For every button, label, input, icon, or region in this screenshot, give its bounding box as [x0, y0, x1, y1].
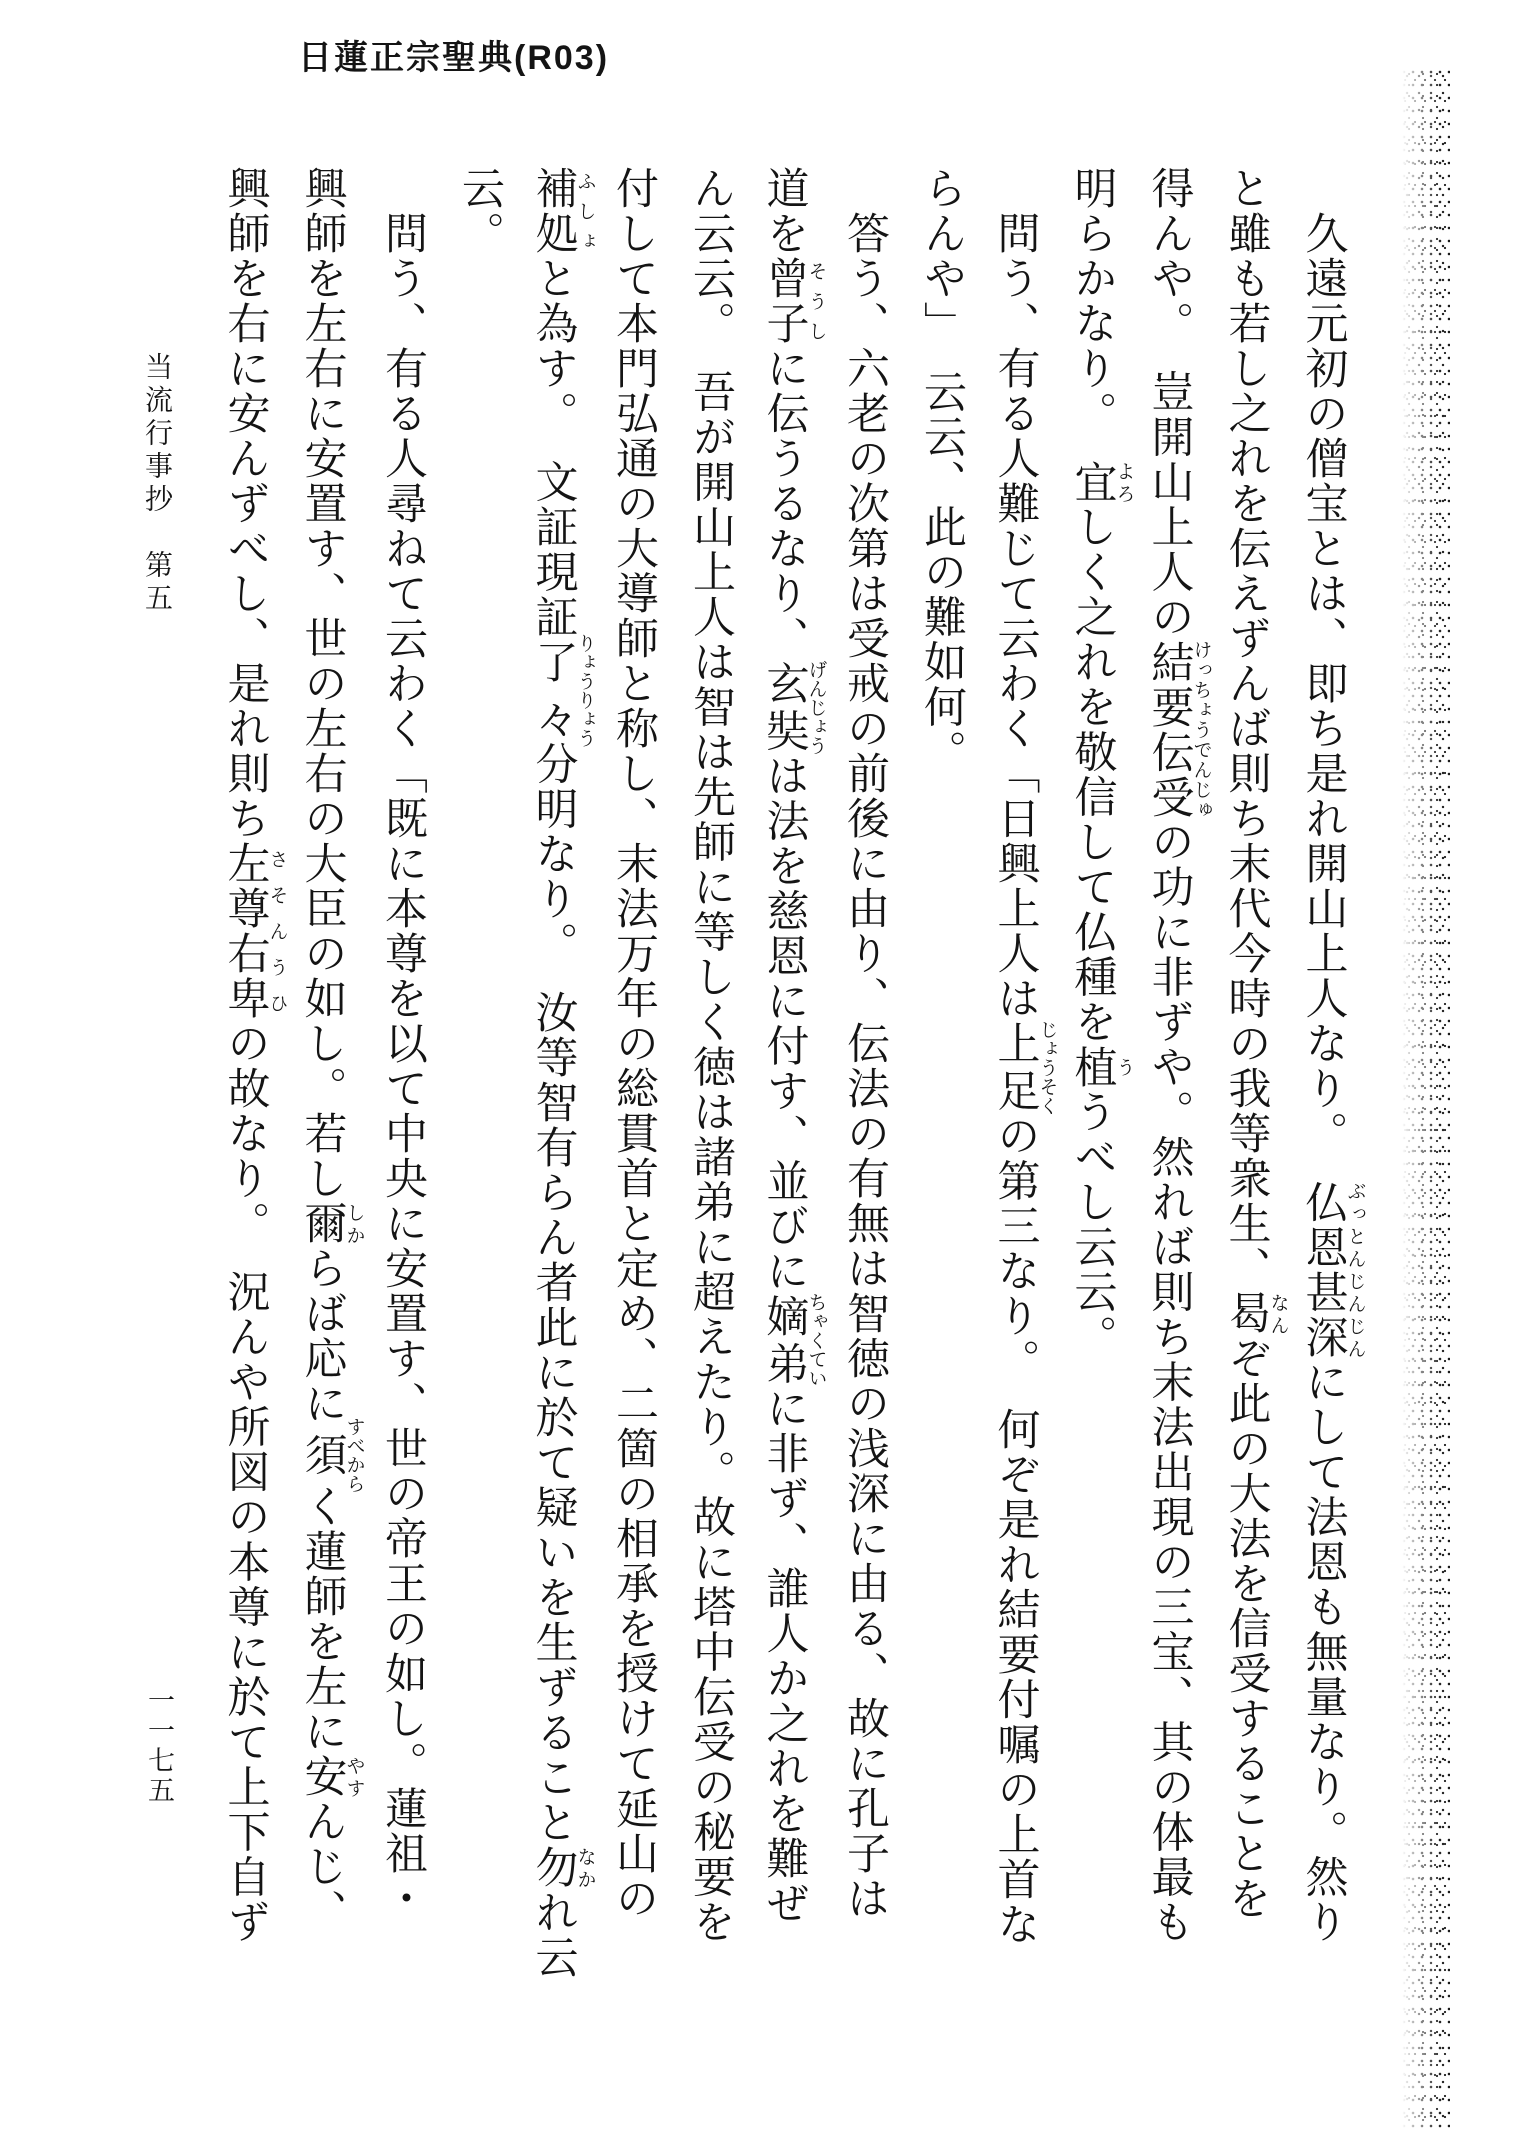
text-column: 興師を左右に安置す、世の左右の大臣の如し。若し爾しからば応に須すべからく蓮師を左に安やすんじ、	[298, 166, 365, 1934]
ruby-annotated-word: 曾子そうし	[760, 256, 827, 346]
scan-noise-artifact	[1402, 70, 1450, 2128]
ruby-annotated-word: 仏恩甚深ぶっとんじんじん	[1299, 1179, 1366, 1360]
text-column: と雖も若し之れを伝えずんば則ち末代今時の我等衆生、曷なんぞ此の大法を信受することを	[1222, 166, 1289, 1921]
ruby-annotated-word: 左尊右卑さそんうひ	[221, 841, 288, 1021]
ruby-annotated-word: 宜よろ	[1068, 459, 1135, 505]
ruby-annotated-word: 曷なん	[1222, 1291, 1289, 1336]
ruby-annotated-word: 爾しか	[298, 1201, 365, 1246]
ruby-annotated-word: 安やす	[298, 1754, 365, 1799]
page-number: 一一七五	[144, 1686, 174, 1806]
ruby-annotated-word: 須すべから	[298, 1417, 365, 1493]
text-column: 道を曾子そうしに伝うるなり、玄奘げんじょうは法を慈恩に付す、並びに嫡弟ちゃくていに非ず、誰人か之れを難ぜ	[760, 166, 827, 1926]
text-column: らんや」 云云、此の難如何。	[918, 166, 965, 775]
ruby-annotated-word: 結要伝受けっちょうでんじゅ	[1145, 639, 1212, 820]
ruby-annotated-word: 上足じょうそく	[991, 1019, 1058, 1115]
text-column: 補処ふしょと為す。 文証現証了々りょうりょう分明なり。 汝等智有らん者此に於て疑いを生ずること勿なかれ云	[529, 166, 596, 1980]
ruby-annotated-word: 植う	[1068, 1044, 1135, 1090]
ruby-annotated-word: 玄奘げんじょう	[760, 659, 827, 755]
ruby-annotated-word: 補処ふしょ	[529, 166, 596, 256]
text-column: ん云云。 吾が開山上人は智は先師に等しく徳は諸弟に超えたり。故に塔中伝受の秘要を	[687, 166, 734, 1945]
main-text-block	[205, 166, 1365, 2026]
text-column: 問う、有る人難じて云わく「日興上人は上足じょうそくの第三なり。 何ぞ是れ結要付嘱の上首な	[991, 211, 1058, 1947]
text-column: 付して本門弘通の大導師と称し、末法万年の総貫首と定め、二箇の相承を授けて延山の	[610, 166, 657, 1921]
text-column: 久遠元初の僧宝とは、即ち是れ開山上人なり。 仏恩甚深ぶっとんじんじんにして法恩も無量なり。然り	[1299, 211, 1366, 1945]
ruby-annotated-word: 嫡弟ちゃくてい	[760, 1292, 827, 1388]
text-column: 得んや。 豈開山上人の結要伝受けっちょうでんじゅの功に非ずや。然れば則ち末法出現の三宝、其の体最も	[1145, 166, 1212, 1945]
book-title-header: 日蓮正宗聖典(R03)	[298, 39, 610, 77]
text-column: 云。	[456, 166, 503, 256]
text-column: 答う、六老の次第は受戒の前後に由り、伝法の有無は智徳の浅深に由る、故に孔子は	[841, 211, 888, 1921]
chapter-margin-label: 当流行事抄 第五	[141, 352, 172, 616]
ruby-annotated-word: 了々りょうりょう	[529, 633, 596, 748]
ruby-annotated-word: 勿なか	[529, 1845, 596, 1890]
text-column: 明らかなり。 宜よろしく之れを敬信して仏種を植ううべし云云。	[1068, 166, 1135, 1360]
text-column: 問う、有る人尋ねて云わく「既に本尊を以て中央に安置す、世の帝王の如し。蓮祖・	[379, 211, 426, 1921]
text-column: 興師を右に安んずべし、是れ則ち左尊右卑さそんうひの故なり。 況んや所図の本尊に於て上下自ず	[221, 166, 288, 1945]
